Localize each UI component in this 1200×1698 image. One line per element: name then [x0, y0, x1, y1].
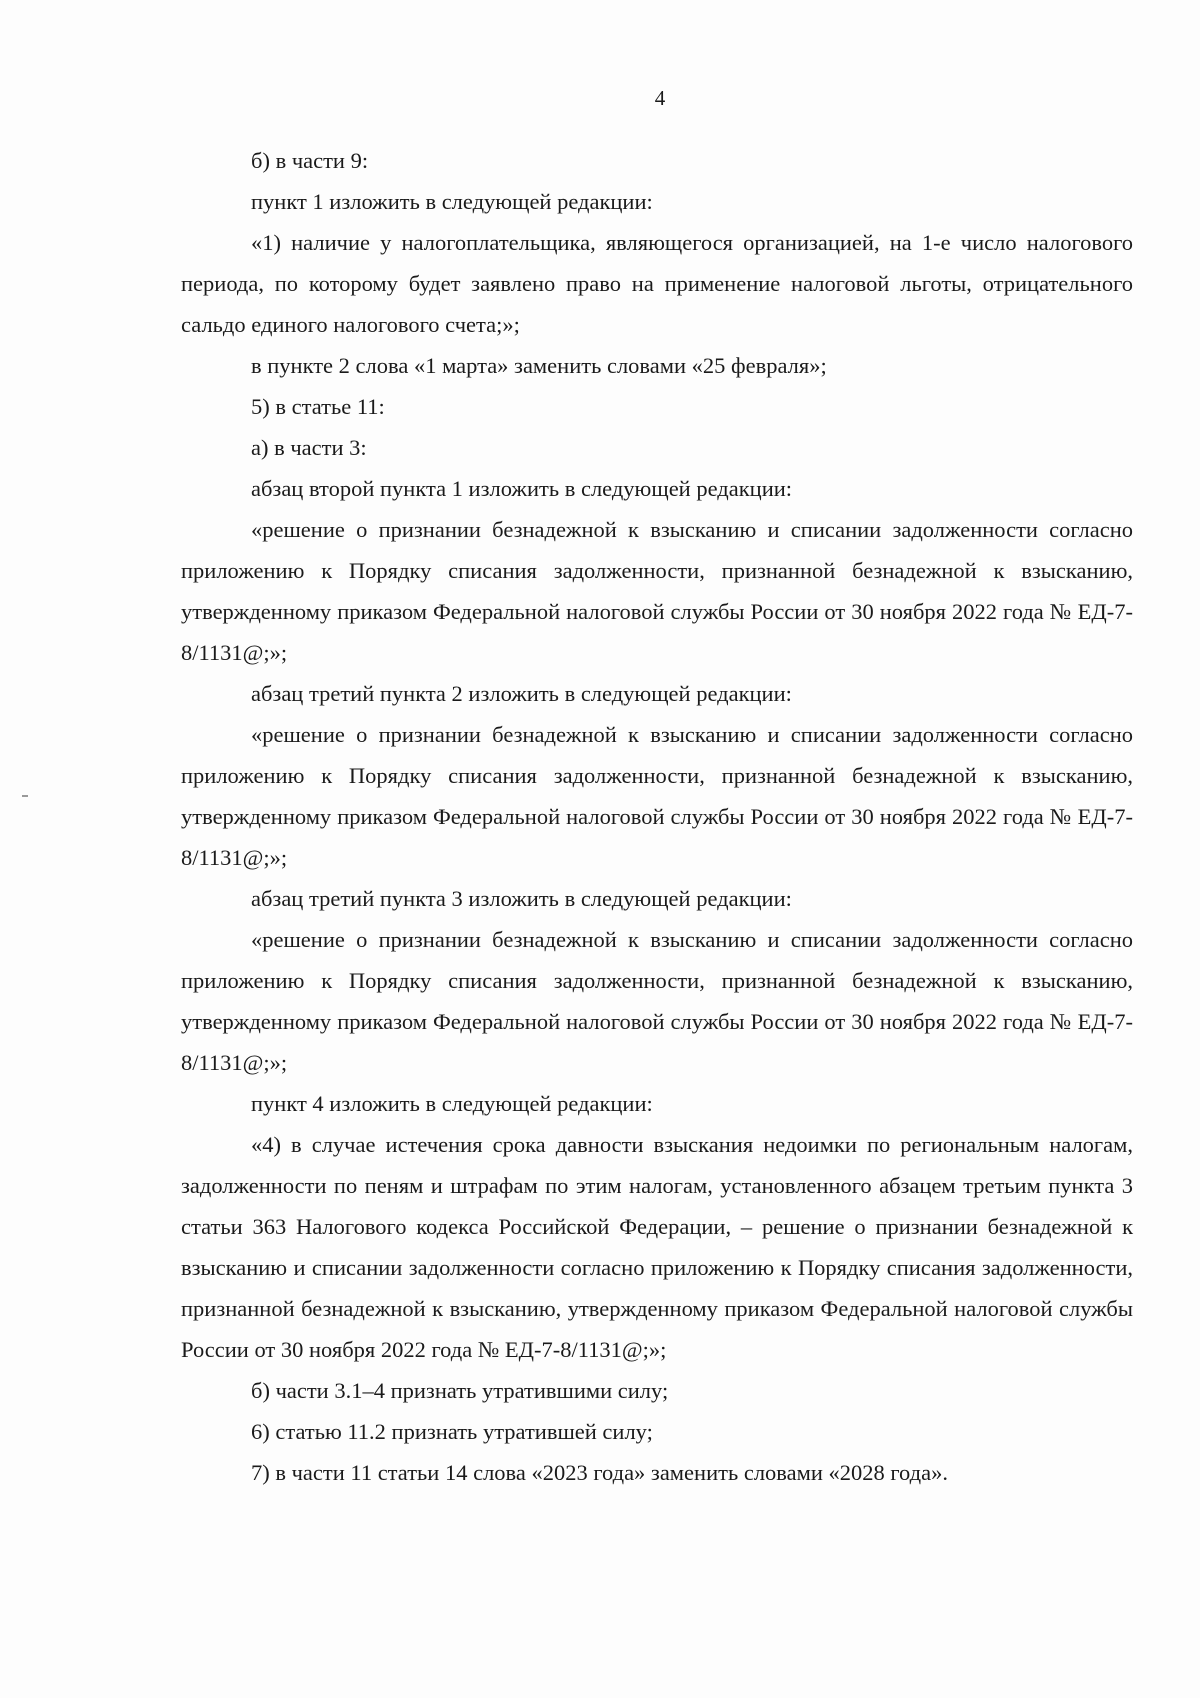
- document-body: [181, 140, 1133, 1493]
- paragraph-part-9: б) в части 9:: [251, 148, 369, 173]
- paragraph-decision-text-2: «решение о признании безнадежной к взысканию и списании задолженности согласно приложению к Порядку списания задолженности, признанной безнадежной к взысканию, утвержденному приказом Федеральной налоговой службы России от 30 ноября 2022 года № ЕД-7-8/1131@;»;: [181, 722, 1133, 870]
- paragraph-decision-text-1: «решение о признании безнадежной к взысканию и списании задолженности согласно приложению к Порядку списания задолженности, признанной безнадежной к взысканию, утвержденному приказом Федеральной налоговой службы России от 30 ноября 2022 года № ЕД-7-8/1131@;»;: [181, 517, 1133, 665]
- paragraph-article-11-2-repeal: 6) статью 11.2 признать утратившей силу;: [251, 1419, 653, 1444]
- paragraph-article-14-replace: 7) в части 11 статьи 14 слова «2023 года» заменить словами «2028 года».: [251, 1460, 948, 1485]
- scan-artifact: [22, 795, 28, 797]
- paragraph-item-4-wording: пункт 4 изложить в следующей редакции:: [251, 1091, 653, 1116]
- paragraph-item-4-text: «4) в случае истечения срока давности взыскания недоимки по региональным налогам, задолженности по пеням и штрафам по этим налогам, установленного абзацем третьим пункта 3 статьи 363 Налогового кодекса Российской Федерации, – решение о признании безнадежной к взысканию и списании задолженности согласно приложению к Порядку списания задолженности, признанной безнадежной к взысканию, утвержденному приказом Федеральной налоговой службы России от 30 ноября 2022 года № ЕД-7-8/1131@;»;: [181, 1132, 1133, 1362]
- paragraph-item-3-abzac-3: абзац третий пункта 3 изложить в следующей редакции:: [251, 886, 792, 911]
- paragraph-article-11: 5) в статье 11:: [251, 394, 385, 419]
- paragraph-parts-repeal: б) части 3.1–4 признать утратившими силу;: [251, 1378, 669, 1403]
- paragraph-item-2-abzac-3: абзац третий пункта 2 изложить в следующей редакции:: [251, 681, 792, 706]
- paragraph-item-1-abzac-2: абзац второй пункта 1 изложить в следующей редакции:: [251, 476, 793, 501]
- paragraph-decision-text-3: «решение о признании безнадежной к взысканию и списании задолженности согласно приложению к Порядку списания задолженности, признанной безнадежной к взысканию, утвержденному приказом Федеральной налоговой службы России от 30 ноября 2022 года № ЕД-7-8/1131@;»;: [181, 927, 1133, 1075]
- paragraph-item-1-wording: пункт 1 изложить в следующей редакции:: [251, 189, 653, 214]
- paragraph-part-3: а) в части 3:: [251, 435, 367, 460]
- paragraph-item-2-replace: в пункте 2 слова «1 марта» заменить словами «25 февраля»;: [251, 353, 827, 378]
- paragraph-item-1-text: «1) наличие у налогоплательщика, являющегося организацией, на 1-е число налогового периода, по которому будет заявлено право на применение налоговой льготы, отрицательного сальдо единого налогового счета;»;: [181, 230, 1133, 337]
- page-number: 4: [654, 86, 666, 110]
